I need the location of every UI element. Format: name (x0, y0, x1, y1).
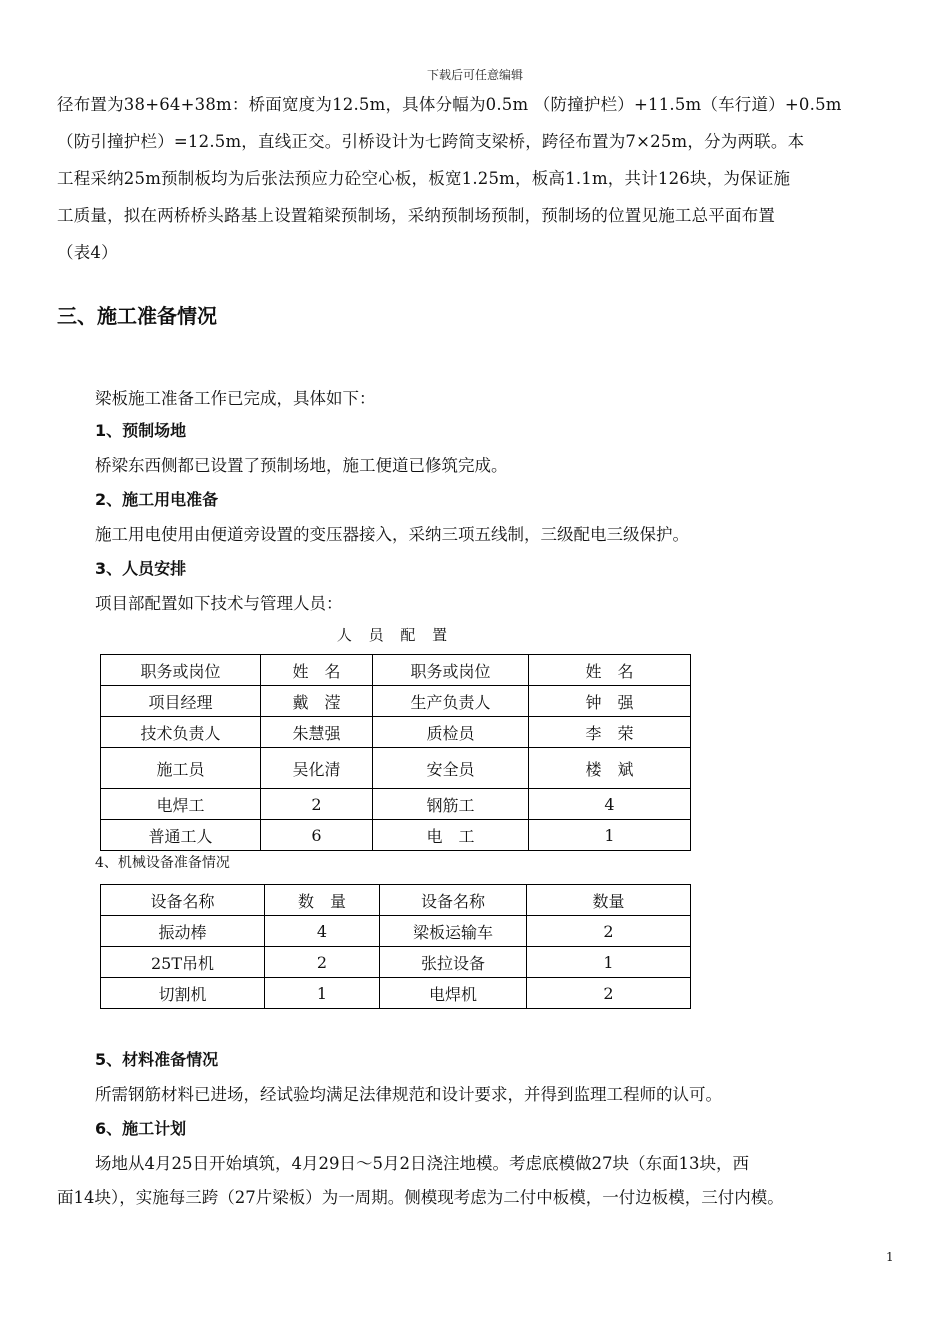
table-cell: 项目经理 (101, 686, 261, 717)
table-cell: 施工员 (101, 748, 261, 789)
table-row (101, 916, 691, 947)
table-cell: 普通工人 (101, 820, 261, 851)
table-cell: 2 (527, 916, 691, 947)
table-cell: 生产负责人 (373, 686, 529, 717)
table-cell: 2 (527, 978, 691, 1009)
intro-line: 工质量，拟在两桥桥头路基上设置箱梁预制场，采纳预制场预制，预制场的位置见施工总平面布置 (57, 206, 776, 225)
table-cell: 振动棒 (101, 916, 265, 947)
table-cell: 质检员 (373, 717, 529, 748)
intro-line: （表4） (57, 243, 118, 262)
table-cell: 25T吊机 (101, 947, 265, 978)
table-row (101, 789, 691, 820)
table-cell: 钢筋工 (373, 789, 529, 820)
personnel-table-caption: 人 员 配 置 (336, 626, 454, 644)
table-cell: 戴 滢 (261, 686, 373, 717)
item2-title: 2、施工用电准备 (95, 490, 219, 509)
page-header: 下载后可任意编辑 (426, 68, 523, 82)
item2-text: 施工用电使用由便道旁设置的变压器接入，采纳三项五线制，三级配电三级保护。 (95, 525, 689, 544)
table-header: 姓 名 (529, 655, 691, 686)
table-header: 职务或岗位 (101, 655, 261, 686)
table-cell: 安全员 (373, 748, 529, 789)
item1-title: 1、预制场地 (95, 421, 187, 440)
table-cell: 张拉设备 (380, 947, 527, 978)
table-header: 姓 名 (261, 655, 373, 686)
table-header: 数 量 (265, 885, 380, 916)
table-cell: 电焊机 (380, 978, 527, 1009)
table-cell: 李 荣 (529, 717, 691, 748)
table-cell: 6 (261, 820, 373, 851)
table-row (101, 978, 691, 1009)
table-header-row (101, 655, 691, 686)
table-cell: 4 (529, 789, 691, 820)
item6-line: 面14块），实施每三跨（27片梁板）为一周期。侧模现考虑为二付中板模，一付边板模，三付内模。 (57, 1188, 784, 1207)
table-row (101, 686, 691, 717)
table-cell: 钟 强 (529, 686, 691, 717)
item6-line: 场地从4月25日开始填筑，4月29日～5月2日浇注地模。考虑底模做27块（东面13块，西 (95, 1154, 749, 1173)
intro-line: 径布置为38+64+38m：桥面宽度为12.5m，具体分幅为0.5m （防撞护栏）+11.5m（车行道）+0.5m (57, 95, 842, 114)
item1-text: 桥梁东西侧都已设置了预制场地，施工便道已修筑完成。 (95, 456, 508, 475)
table-row (101, 717, 691, 748)
table-header: 数量 (527, 885, 691, 916)
table-row (101, 748, 691, 789)
personnel-table (100, 654, 691, 851)
table-header: 设备名称 (380, 885, 527, 916)
table-row (101, 820, 691, 851)
table-header-row (101, 885, 691, 916)
table-header: 职务或岗位 (373, 655, 529, 686)
table-cell: 1 (529, 820, 691, 851)
table-cell: 切割机 (101, 978, 265, 1009)
table-cell: 2 (261, 789, 373, 820)
item5-title: 5、材料准备情况 (95, 1050, 219, 1069)
table-cell: 吴化清 (261, 748, 373, 789)
intro-line: 工程采纳25m预制板均为后张法预应力砼空心板，板宽1.25m，板高1.1m，共计126块，为保证施 (57, 169, 791, 188)
table-cell: 2 (265, 947, 380, 978)
table-cell: 电 工 (373, 820, 529, 851)
table-cell: 楼 斌 (529, 748, 691, 789)
table-cell: 4 (265, 916, 380, 947)
table-cell: 1 (527, 947, 691, 978)
page-number: 1 (886, 1250, 894, 1264)
item3-text: 项目部配置如下技术与管理人员： (95, 594, 343, 613)
item5-text: 所需钢筋材料已进场，经试验均满足法律规范和设计要求，并得到监理工程师的认可。 (95, 1085, 722, 1104)
item6-title: 6、施工计划 (95, 1119, 187, 1138)
table-cell: 电焊工 (101, 789, 261, 820)
table-row (101, 947, 691, 978)
table-cell: 技术负责人 (101, 717, 261, 748)
intro-paragraph (57, 86, 897, 271)
table-header: 设备名称 (101, 885, 265, 916)
intro-line: （防引撞护栏）=12.5m，直线正交。引桥设计为七跨简支梁桥，跨径布置为7×25m，分为两联。本 (57, 132, 805, 151)
table-cell: 梁板运输车 (380, 916, 527, 947)
item3-title: 3、人员安排 (95, 559, 187, 578)
table-cell: 1 (265, 978, 380, 1009)
section-title: 三、施工准备情况 (57, 304, 217, 328)
table-cell: 朱慧强 (261, 717, 373, 748)
item4-title: 4、机械设备准备情况 (95, 855, 230, 871)
equipment-table (100, 884, 691, 1009)
prep-intro: 梁板施工准备工作已完成，具体如下： (95, 389, 376, 408)
